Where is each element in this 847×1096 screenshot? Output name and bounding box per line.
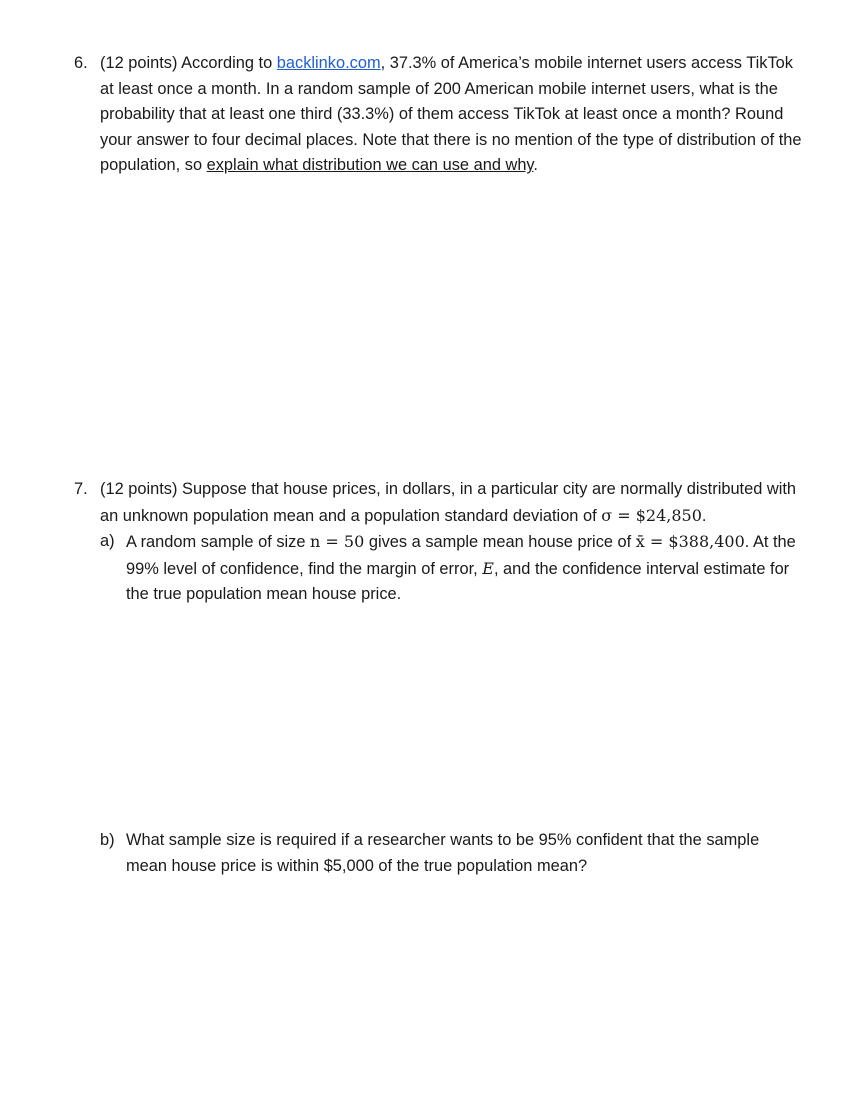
part-a-body <box>126 529 804 608</box>
question-6-text-before-link: According to <box>177 54 277 72</box>
part-a-label: a) <box>100 532 115 551</box>
part-b-label: b) <box>100 831 115 849</box>
question-7-number: 7. <box>74 480 88 498</box>
part-b-body <box>126 828 800 879</box>
question-7-intro: Suppose that house prices, in dollars, in a particular city are normally distributed with an unknown population mean and a population standard deviation of <box>100 480 797 525</box>
part-a-text-4: , and the confidence interval estimate for the true population mean house price. <box>126 559 790 604</box>
question-7 <box>74 477 804 608</box>
n-expression: n = 50 <box>310 532 365 552</box>
question-7-part-a <box>100 529 804 608</box>
part-b-text: What sample size is required if a researcher wants to be 95% confident that the sample mean house price is within $5,000 of the true population mean? <box>126 831 760 875</box>
question-7-part-b <box>100 828 800 879</box>
question-7-points: (12 points) <box>100 480 178 498</box>
sigma-expression: σ = $24,850 <box>601 505 702 525</box>
question-6-points: (12 points) <box>100 54 178 72</box>
backlinko-link[interactable]: backlinko.com <box>276 54 381 72</box>
part-a-text-1: A random sample of size <box>126 533 311 552</box>
question-6 <box>74 51 804 179</box>
question-6-body <box>100 51 804 179</box>
part-a-text-2: gives a sample mean house price of <box>364 533 636 552</box>
e-expression: E <box>482 558 494 578</box>
question-6-text: , 37.3% of America’s mobile internet users access TikTok at least once a month. In a random sample of 200 American mobile internet users, what is the probability that at least one third (33.3%) of them access TikTok at least once a month? Round your answer to four decimal places. Note that there is no mention of the type of distribution of the population, so <box>100 54 802 175</box>
question-6-underlined-instruction: explain what distribution we can use and why <box>206 156 534 175</box>
question-6-number: 6. <box>74 54 88 72</box>
xbar-expression: x̄ = $388,400 <box>635 532 745 552</box>
question-6-ending: . <box>533 156 538 175</box>
part-a-text-3: . At the 99% level of confidence, find the margin of error, <box>126 533 796 578</box>
question-7-body <box>100 477 804 529</box>
question-7-intro-end: . <box>701 506 707 525</box>
